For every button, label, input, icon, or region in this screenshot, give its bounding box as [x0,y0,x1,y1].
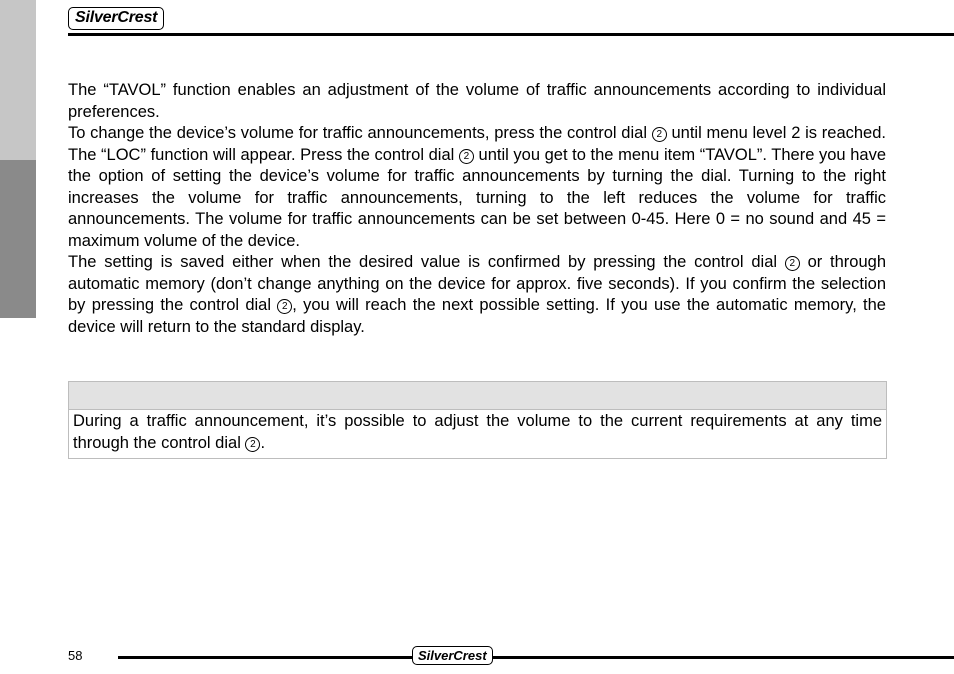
paragraph-instructions: To change the device’s volume for traffic announcements, press the control dial 2 until menu level 2 is reached. The “LOC” function will appear. Press the control dial 2 until you get to the menu item “TAVOL”. There you have the option of setting the device’s volume for traffic announcements by turning the dial. Turning to the right increases the volume for traffic announcements, turning to the left reduces the volume for traffic announcements. The volume for traffic announcements can be set between 0-45. Here 0 = no sound and 45 = maximum volume of the device. [68,124,886,250]
page-number: 58 [68,648,83,663]
control-dial-icon: 2 [785,256,800,271]
paragraph-saving: The setting is saved either when the desired value is confirmed by pressing the control dial 2 or through automatic memory (don’t change anything on the device for approx. five seconds). If you confirm the selection by pressing the control dial 2 , you will reach the next possible setting. If you use the automatic memory, the device will return to the standard display. [68,253,886,336]
control-dial-icon: 2 [245,437,260,452]
brand-logo: SilverCrest [68,7,164,30]
side-tab-light [0,0,36,160]
control-dial-icon: 2 [652,127,667,142]
note-header [69,382,886,410]
header-rule [68,33,954,36]
main-text [68,80,886,338]
note-box [68,381,887,459]
footer-rule [118,656,954,659]
footer-brand-logo: SilverCrest [412,646,493,665]
control-dial-icon: 2 [459,149,474,164]
side-tab-dark [0,160,36,318]
control-dial-icon: 2 [277,299,292,314]
paragraph-intro: The “TAVOL” function enables an adjustment of the volume of traffic announcements according to individual preferences. [68,81,886,121]
note-text: During a traffic announcement, it’s possible to adjust the volume to the current requirements at any time through the control dial 2 . [73,412,882,452]
